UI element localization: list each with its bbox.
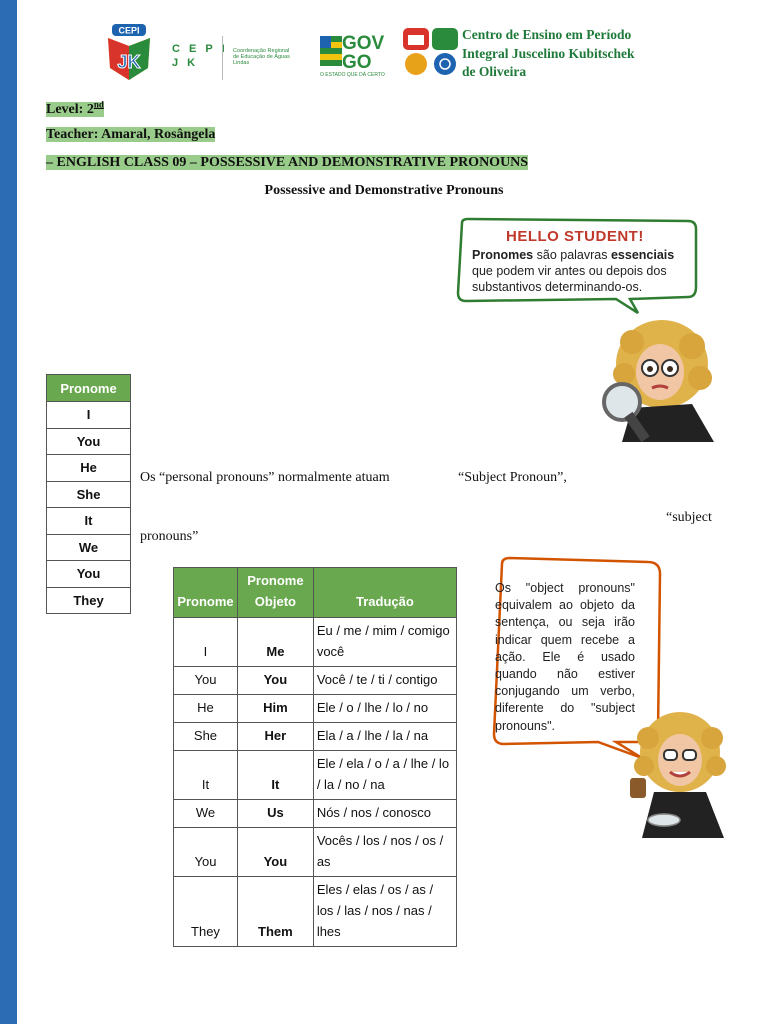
school-name: Centro de Ensino em Período Integral Juscelino Kubitschek de Oliveira bbox=[462, 27, 635, 79]
pronoun-list-table bbox=[46, 374, 131, 614]
table-cell: You bbox=[47, 428, 131, 455]
hello-student-bubble: HELLO STUDENT! Pronomes são palavras essenciais que podem vir antes ou depois dos substantivos determinando-os. bbox=[472, 228, 675, 294]
table-row: They Them Eles / elas / os / as / los / las / nos / nas / lhes bbox=[174, 877, 457, 947]
page-subtitle: Possessive and Demonstrative Pronouns bbox=[264, 183, 504, 198]
cepi-jk-logo bbox=[100, 24, 158, 82]
cepi-label: C E P I J K bbox=[172, 43, 228, 69]
gov-go-logo: GOV GO O ESTADO QUE DÁ CERTO bbox=[320, 33, 385, 78]
level-line: Level: 2nd bbox=[46, 99, 104, 117]
table-cell: He bbox=[47, 455, 131, 482]
school-icons-logo bbox=[402, 26, 460, 80]
table-cell: She bbox=[47, 481, 131, 508]
object-pronoun-table bbox=[173, 567, 457, 947]
flag-icon bbox=[320, 36, 342, 72]
teacher-line: Teacher: Amaral, Rosângela bbox=[46, 127, 216, 142]
table-header: Pronome bbox=[47, 375, 131, 402]
table-row: I Me Eu / me / mim / comigo você bbox=[174, 618, 457, 667]
table-header: Pronome Objeto bbox=[237, 568, 313, 618]
table-row: We Us Nós / nos / conosco bbox=[174, 800, 457, 828]
teacher-avatar-magnifier bbox=[602, 312, 724, 442]
table-cell: They bbox=[47, 587, 131, 614]
body-text-line3: pronouns” bbox=[140, 529, 199, 544]
table-header: Pronome bbox=[174, 568, 238, 618]
table-cell: It bbox=[47, 508, 131, 535]
body-text-line1-end: “Subject Pronoun”, bbox=[458, 470, 567, 485]
table-header: Tradução bbox=[313, 568, 456, 618]
coordenacao-logo: Coordenação Regional de Educação de Águas Lindas bbox=[222, 36, 311, 80]
table-cell: We bbox=[47, 534, 131, 561]
object-pronouns-bubble: Os "object pronouns" equivalem ao objeto da sentença, ou seja irão indicar quem recebe a ação. Ele é usado quando não estiver conjugando um verbo, diferente do "subject pronouns". bbox=[495, 581, 635, 733]
svg-text:CEPI: CEPI bbox=[118, 25, 140, 36]
table-cell: You bbox=[47, 561, 131, 588]
table-row: She Her Ela / a / lhe / la / na bbox=[174, 723, 457, 751]
table-row: It It Ele / ela / o / a / lhe / lo / la / no / na bbox=[174, 751, 457, 800]
body-text-line1: Os “personal pronouns” normalmente atuam bbox=[140, 470, 390, 485]
body-text-line2: “subject bbox=[666, 510, 712, 525]
page-side-bar bbox=[0, 0, 17, 1024]
table-row: He Him Ele / o / lhe / lo / no bbox=[174, 695, 457, 723]
class-title: – ENGLISH CLASS 09 – POSSESSIVE AND DEMONSTRATIVE PRONOUNS bbox=[46, 155, 529, 170]
table-cell: I bbox=[47, 402, 131, 429]
table-row: You You Você / te / ti / contigo bbox=[174, 667, 457, 695]
table-row: You You Vocês / los / nos / os / as bbox=[174, 828, 457, 877]
school-header bbox=[100, 24, 665, 86]
svg-text:JK: JK bbox=[117, 52, 141, 72]
teacher-avatar-coffee bbox=[628, 708, 732, 838]
